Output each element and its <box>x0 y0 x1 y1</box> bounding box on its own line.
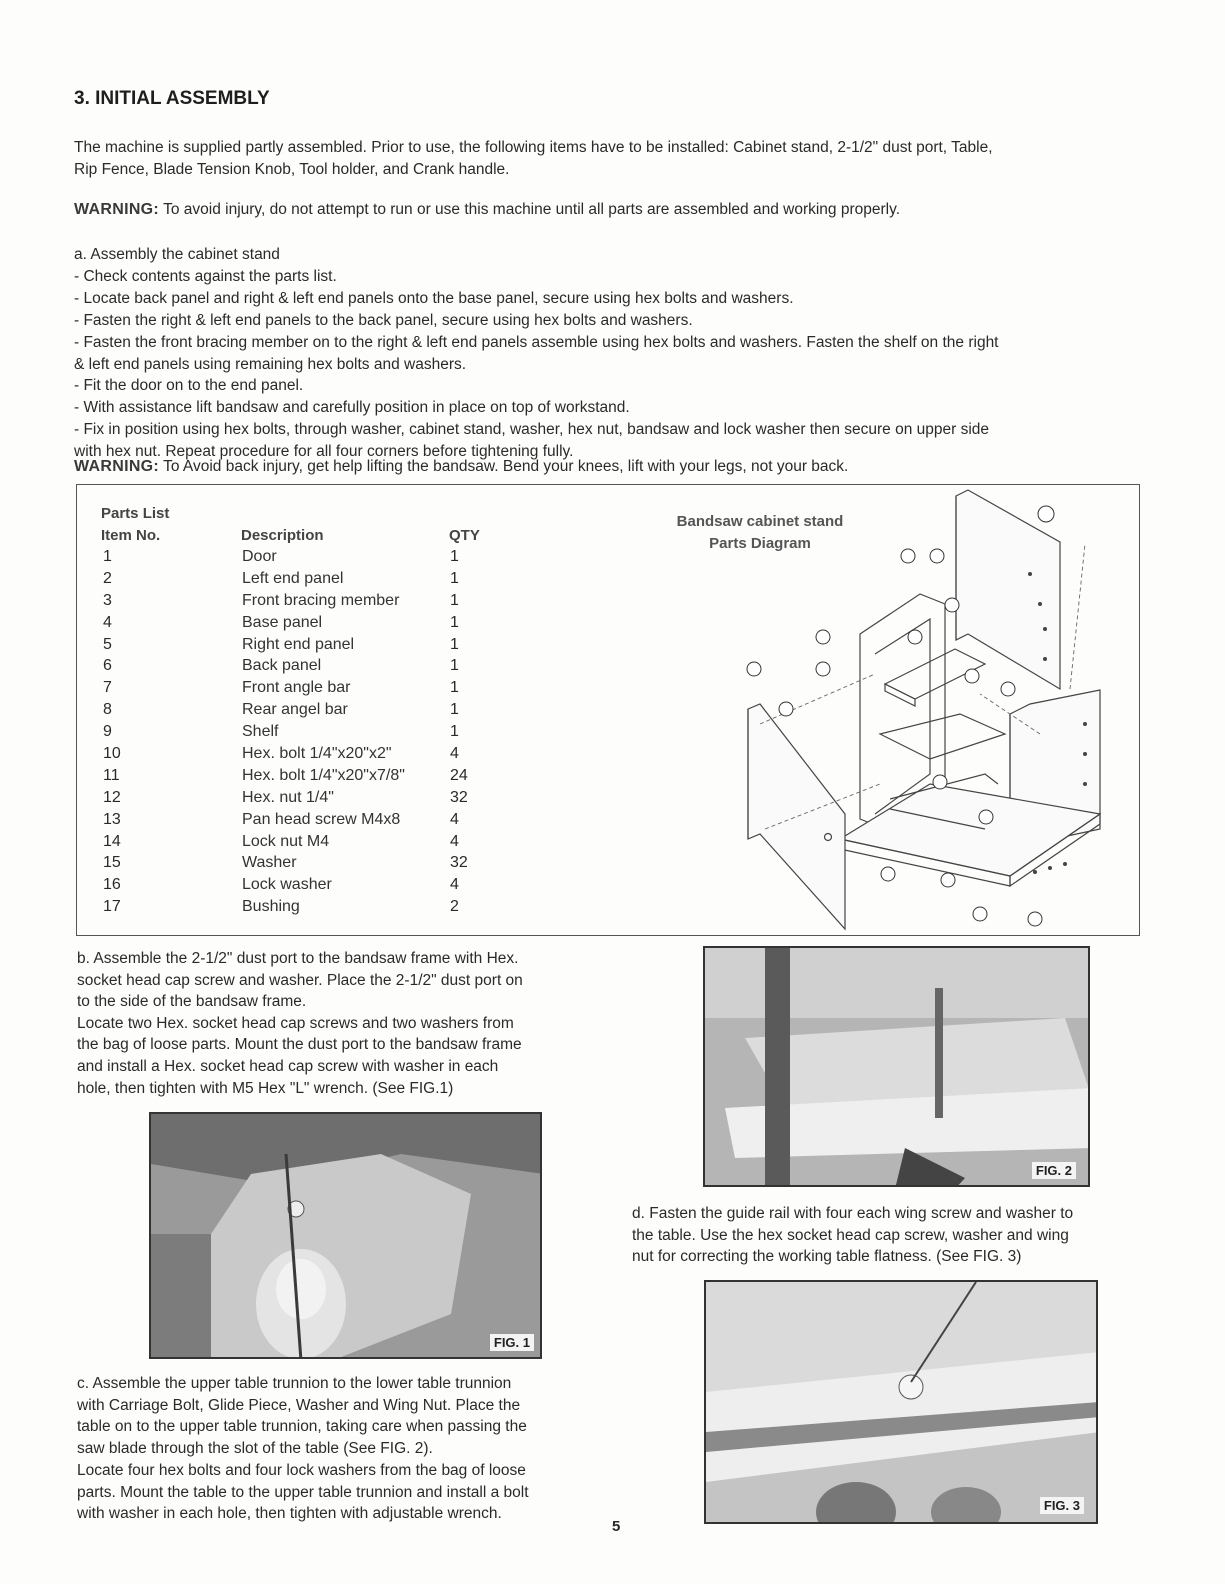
step-line: to the side of the bandsaw frame. <box>77 993 307 1011</box>
step-line: - Fix in position using hex bolts, through washer, cabinet stand, washer, hex nut, bandsaw and lock washer then secure on upper side <box>74 421 990 439</box>
step-line: nut for correcting the working table flatness. (See FIG. 3) <box>632 1248 1022 1266</box>
step-line: - Fasten the front bracing member on to the right & left end panels assemble using hex bolts and washers. Fasten the shelf on the right <box>74 333 999 351</box>
part-item-number: 10 <box>103 745 121 763</box>
column-header-description: Description <box>241 527 324 544</box>
part-quantity: 1 <box>450 613 459 631</box>
part-description: Base panel <box>242 613 323 631</box>
diagram-title-line: Parts Diagram <box>709 535 811 552</box>
part-item-number: 7 <box>103 679 112 697</box>
step-line: parts. Mount the table to the upper table trunnion and install a bolt <box>77 1483 529 1501</box>
part-description: Pan head screw M4x8 <box>242 810 401 828</box>
part-description: Hex. bolt 1/4"x20"x2" <box>242 745 392 763</box>
step-line: Locate four hex bolts and four lock washers from the bag of loose <box>77 1461 526 1479</box>
part-item-number: 3 <box>103 591 112 609</box>
column-header-item: Item No. <box>101 527 161 544</box>
step-line: d. Fasten the guide rail with four each wing screw and washer to <box>632 1205 1074 1222</box>
part-item-number: 5 <box>103 635 112 653</box>
part-item-number: 8 <box>103 701 112 719</box>
part-quantity: 1 <box>450 569 459 587</box>
step-a-instructions <box>74 244 1154 463</box>
table-trunnion-image <box>705 948 1090 1187</box>
step-line: with washer in each hole, then tighten with adjustable wrench. <box>77 1505 502 1523</box>
guide-rail-image <box>706 1282 1098 1524</box>
part-description: Hex. nut 1/4" <box>242 788 334 806</box>
part-quantity: 1 <box>450 635 459 653</box>
part-description: Front angle bar <box>242 679 351 697</box>
warning-text: To Avoid back injury, get help lifting the bandsaw. Bend your knees, lift with your legs, not your back. <box>159 458 849 475</box>
part-quantity: 1 <box>450 723 459 741</box>
part-item-number: 13 <box>103 810 121 828</box>
step-line: - Fasten the right & left end panels to the back panel, secure using hex bolts and washers. <box>74 311 693 329</box>
part-item-number: 2 <box>103 569 112 587</box>
fig3-photo <box>704 1280 1098 1524</box>
warning-notice <box>74 201 1154 219</box>
part-item-number: 11 <box>103 766 120 784</box>
part-item-number: 4 <box>103 613 112 631</box>
step-line: and install a Hex. socket head cap screw with washer in each <box>77 1057 499 1075</box>
part-quantity: 2 <box>450 898 459 916</box>
warning-label: WARNING: <box>74 458 160 475</box>
fig1-photo <box>149 1112 542 1359</box>
part-description: Shelf <box>242 723 279 741</box>
part-description: Front bracing member <box>242 591 400 609</box>
step-line: table on to the upper table trunnion, taking care when passing the <box>77 1418 527 1436</box>
part-description: Lock washer <box>242 876 332 894</box>
part-item-number: 16 <box>103 876 121 894</box>
diagram-title-line: Bandsaw cabinet stand <box>676 513 844 530</box>
back-injury-warning <box>74 458 848 476</box>
parts-list-title: Parts List <box>101 505 170 522</box>
part-description: Rear angel bar <box>242 701 348 719</box>
part-description: Hex. bolt 1/4"x20"x7/8" <box>242 766 405 784</box>
part-item-number: 15 <box>103 854 121 872</box>
step-line: & left end panels using remaining hex bolts and washers. <box>74 355 467 373</box>
fig2-label: FIG. 2 <box>1032 1162 1076 1179</box>
step-line: - Fit the door on to the end panel. <box>74 377 304 395</box>
step-line: - Locate back panel and right & left end panels onto the base panel, secure using hex bolts and washers. <box>74 289 794 307</box>
step-line: - With assistance lift bandsaw and carefully position in place on top of workstand. <box>74 399 630 417</box>
step-line: the bag of loose parts. Mount the dust port to the bandsaw frame <box>77 1036 522 1054</box>
part-quantity: 4 <box>450 876 459 894</box>
part-item-number: 9 <box>103 723 112 741</box>
step-c-instructions <box>77 1373 607 1525</box>
step-line: c. Assemble the upper table trunnion to the lower table trunnion <box>77 1375 512 1392</box>
part-item-number: 6 <box>103 657 112 675</box>
part-quantity: 24 <box>450 766 468 784</box>
step-line: socket head cap screw and washer. Place the 2-1/2" dust port on <box>77 971 523 989</box>
step-line: with hex nut. Repeat procedure for all four corners before tightening fully. <box>74 443 574 461</box>
fig3-label: FIG. 3 <box>1040 1497 1084 1514</box>
part-quantity: 32 <box>450 788 468 806</box>
part-description: Right end panel <box>242 635 355 653</box>
part-quantity: 4 <box>450 745 459 763</box>
step-d-instructions <box>632 1203 1152 1268</box>
step-line: hole, then tighten with M5 Hex "L" wrench. (See FIG.1) <box>77 1079 454 1097</box>
fig2-photo <box>703 946 1090 1187</box>
part-description: Left end panel <box>242 569 344 587</box>
step-line: a. Assembly the cabinet stand <box>74 246 280 263</box>
part-item-number: 14 <box>103 832 121 850</box>
part-description: Bushing <box>242 898 300 916</box>
page-number: 5 <box>612 1518 621 1535</box>
part-description: Lock nut M4 <box>242 832 330 850</box>
part-quantity: 1 <box>450 657 459 675</box>
part-quantity: 1 <box>450 701 459 719</box>
column-header-qty: QTY <box>449 527 480 544</box>
section-title: 3. INITIAL ASSEMBLY <box>74 88 270 109</box>
warning-text: To avoid injury, do not attempt to run or use this machine until all parts are assembled and working properly. <box>159 201 901 218</box>
part-quantity: 1 <box>450 679 459 697</box>
step-line: with Carriage Bolt, Glide Piece, Washer and Wing Nut. Place the <box>77 1396 521 1414</box>
step-line: the table. Use the hex socket head cap screw, washer and wing <box>632 1226 1069 1244</box>
warning-label: WARNING: <box>74 201 160 218</box>
intro-paragraph <box>74 137 1154 181</box>
intro-line: Rip Fence, Blade Tension Knob, Tool holder, and Crank handle. <box>74 161 510 178</box>
step-line: b. Assemble the 2-1/2" dust port to the bandsaw frame with Hex. <box>77 950 519 967</box>
step-b-instructions <box>77 948 597 1099</box>
part-quantity: 1 <box>450 591 459 609</box>
intro-line: The machine is supplied partly assembled. Prior to use, the following items have to be installed: Cabinet stand, 2-1/2" dust port, Table, <box>74 139 993 156</box>
part-description: Back panel <box>242 657 322 675</box>
part-quantity: 4 <box>450 810 459 828</box>
fig1-label: FIG. 1 <box>490 1334 534 1351</box>
step-line: saw blade through the slot of the table (See FIG. 2). <box>77 1440 433 1458</box>
part-quantity: 32 <box>450 854 468 872</box>
part-description: Washer <box>242 854 297 872</box>
part-item-number: 12 <box>103 788 121 806</box>
cabinet-stand-exploded-diagram <box>740 484 1140 934</box>
part-description: Door <box>242 548 277 565</box>
step-line: - Check contents against the parts list. <box>74 267 337 285</box>
dust-port-mounting-image <box>151 1114 542 1359</box>
part-item-number: 1 <box>103 548 112 565</box>
part-quantity: 4 <box>450 832 459 850</box>
step-line: Locate two Hex. socket head cap screws and two washers from <box>77 1014 514 1032</box>
part-quantity: 1 <box>450 548 459 565</box>
part-item-number: 17 <box>103 898 121 916</box>
